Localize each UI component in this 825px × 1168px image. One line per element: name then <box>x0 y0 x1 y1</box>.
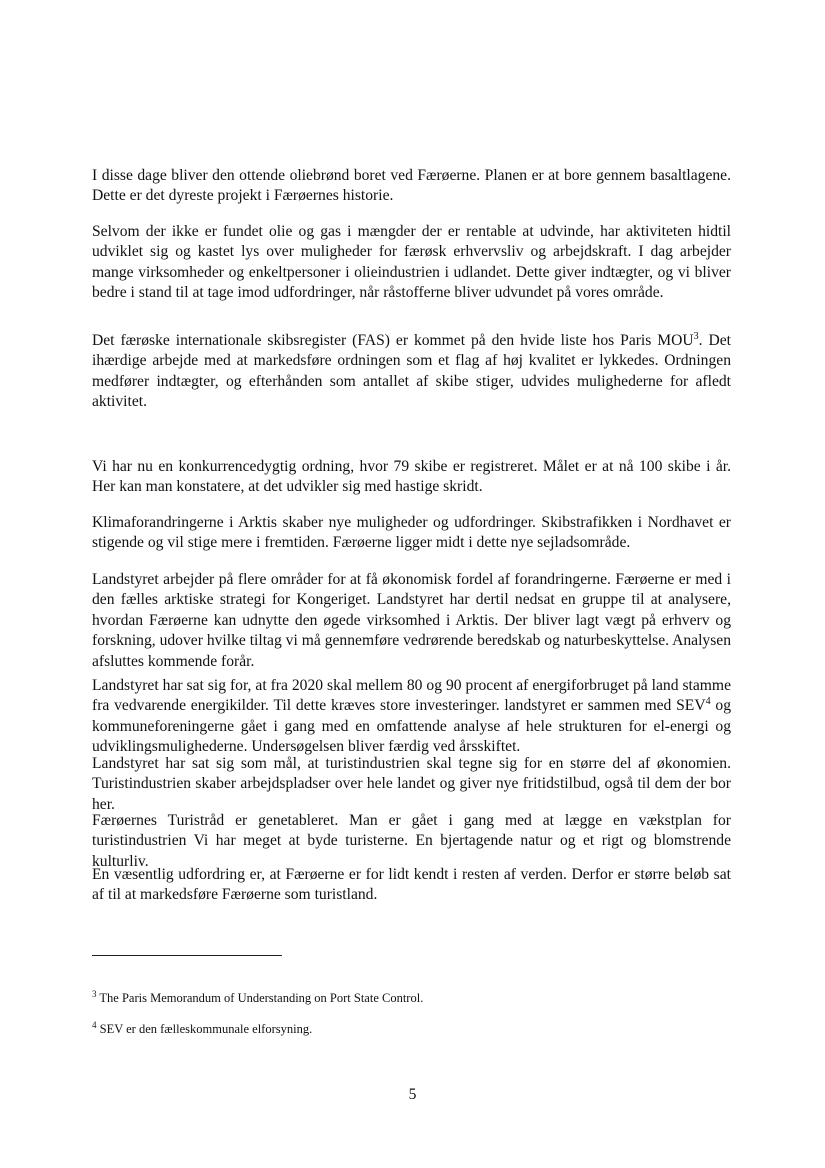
paragraph: Færøernes Turistråd er genetableret. Man er gået i gang med at lægge en vækstplan for turistindustrien Vi har meget at byde turisterne. En bjertagende natur og et rigt og blomstrende kulturliv. <box>92 812 731 870</box>
paragraph: En væsentlig udfordring er, at Færøerne er for lidt kendt i resten af verden. Derfor er større beløb sat af til at markedsføre Færøerne som turistland. <box>92 866 731 904</box>
footnote-ref: 3 <box>693 331 699 342</box>
paragraph: Landstyret har sat sig som mål, at turistindustrien skal tegne sig for en større del af økonomien. Turistindustrien skaber arbejdspladser over hele landet og giver nye fritidstilbud, også til dem der bor her. <box>92 755 731 813</box>
paragraph: Landstyret arbejder på flere områder for at få økonomisk fordel af forandringerne. Færøerne er med i den fælles arktiske strategi for Kongeriget. Landstyret har dertil nedsat en gruppe til at analysere, hvordan Færøerne kan udnytte den øgede virksomhed i Arktis. Der bliver lagt vægt på erhverv og forskning, udover hvilke tiltag vi må gennemføre vedrørende beredskab og naturbeskyttelse. Analysen afsluttes kommende forår. <box>92 571 731 670</box>
footnote-ref: 4 <box>705 696 711 708</box>
paragraph: Vi har nu en konkurrencedygtig ordning, hvor 79 skibe er registreret. Målet er at nå 100 skibe i år. Her kan man konstatere, at det udvikler sig med hastige skridt. <box>92 458 731 496</box>
paragraph-text: Landstyret har sat sig for, at fra 2020 skal mellem 80 og 90 procent af energiforbruget på land stamme fra vedvarende energikilder. Til dette kræves store investeringer. landstyret er sammen med SEV <box>92 677 731 715</box>
footnote-mark: 4 <box>92 1020 97 1030</box>
footnote-text: The Paris Memorandum of Understanding on Port State Control. <box>99 991 424 1005</box>
paragraph: I disse dage bliver den ottende oliebrønd boret ved Færøerne. Planen er at bore gennem basaltlagene. Dette er det dyreste projekt i Færøernes historie. <box>92 167 731 205</box>
footnote-mark: 3 <box>92 989 97 999</box>
footnote-text: SEV er den fælleskommunale elforsyning. <box>99 1022 313 1036</box>
paragraph-text: . Det ihærdige arbejde med at markedsføre ordningen som et flag af høj kvalitet er lykkedes. Ordningen medfører indtægter, og efterhånden som antallet af skibe stiger, udvides mulighederne for afledt aktivitet. <box>92 332 731 411</box>
footnote <box>92 991 423 1006</box>
footnote-separator <box>92 955 282 956</box>
paragraph-text: Det færøske internationale skibsregister (FAS) er kommet på den hvide liste hos Paris MOU <box>92 332 694 349</box>
footnote <box>92 1022 312 1037</box>
paragraph <box>92 676 731 758</box>
paragraph-text: og kommuneforeningerne gået i gang med en omfattende analyse af hele strukturen for el-energi og udviklingsmulighederne. Undersøgelsen bliver færdig ved årsskiftet. <box>92 697 731 756</box>
paragraph: Selvom der ikke er fundet olie og gas i mængder der er rentable at udvinde, har aktiviteten hidtil udviklet sig og kastet lys over muligheder for færøsk erhvervsliv og arbejdskraft. I dag arbejder mange virksomheder og enkeltpersoner i olieindustrien i udlandet. Dette giver indtægter, og vi bliver bedre i stand til at tage imod udfordringer, når råstofferne bliver udvundet på vores område. <box>92 223 731 302</box>
page-number: 5 <box>408 1086 417 1103</box>
paragraph: Klimaforandringerne i Arktis skaber nye muligheder og udfordringer. Skibstrafikken i Nordhavet er stigende og vil stige mere i fremtiden. Færøerne ligger midt i dette nye sejladsområde. <box>92 514 731 552</box>
paragraph <box>92 331 731 413</box>
